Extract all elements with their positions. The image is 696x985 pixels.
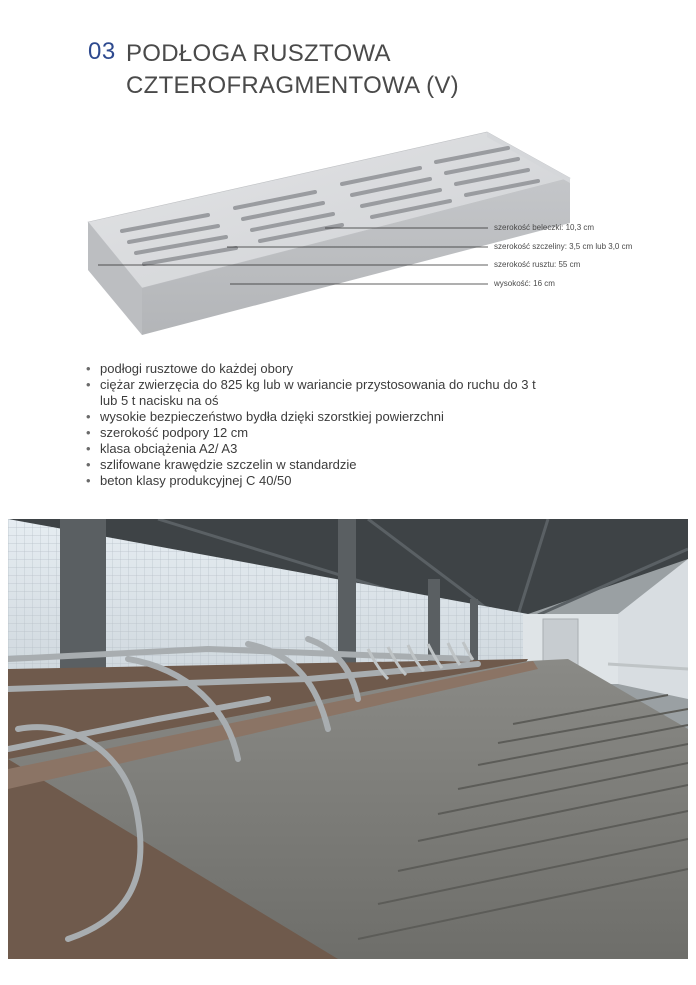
callout-height: wysokość: 16 cm <box>494 279 555 288</box>
feature-item: • podłogi rusztowe do każdej obory <box>86 361 536 377</box>
feature-item: • wysokie bezpieczeństwo bydła dzięki szorstkiej powierzchni <box>86 409 536 425</box>
callout-slot-width: szerokość szczeliny: 3,5 cm lub 3,0 cm <box>494 242 633 251</box>
slat-floor-diagram <box>80 120 650 345</box>
section-number: 03 <box>88 38 116 65</box>
page-title <box>126 38 459 102</box>
callout-beam-width: szerokość beleczki: 10,3 cm <box>494 223 595 232</box>
feature-item: • szerokość podpory 12 cm <box>86 425 536 441</box>
feature-item-continuation: lub 5 t nacisku na oś <box>100 393 219 408</box>
title-line-1: PODŁOGA RUSZTOWA <box>126 40 391 67</box>
feature-item: • ciężar zwierzęcia do 825 kg lub w wariancie przystosowania do ruchu do 3 t <box>86 377 536 393</box>
feature-list <box>86 361 536 489</box>
title-line-2: CZTEROFRAGMENTOWA (V) <box>126 72 459 99</box>
feature-item: • klasa obciążenia A2/ A3 <box>86 441 536 457</box>
barn-photo-illustration <box>8 519 688 959</box>
barn-interior-photo <box>8 519 688 959</box>
feature-item: • szlifowane krawędzie szczelin w standardzie <box>86 457 536 473</box>
slat-floor-illustration <box>80 120 650 345</box>
callout-grate-width: szerokość rusztu: 55 cm <box>494 260 581 269</box>
feature-item: • beton klasy produkcyjnej C 40/50 <box>86 473 536 489</box>
